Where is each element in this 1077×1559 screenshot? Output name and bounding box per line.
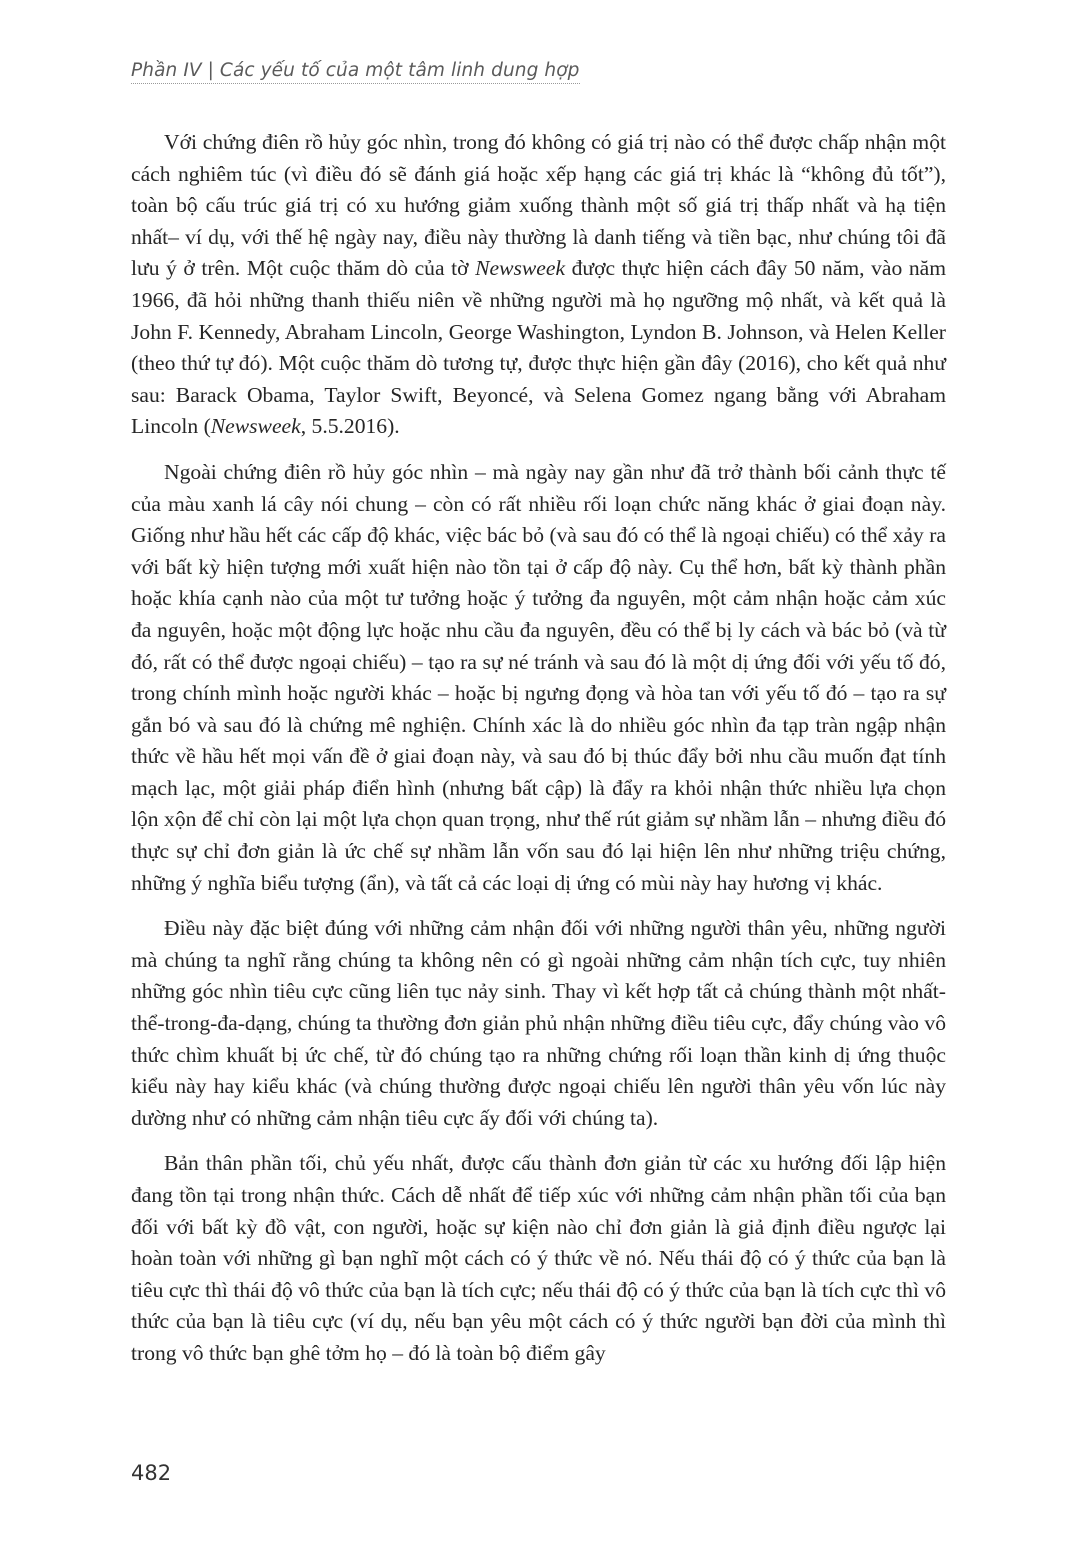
paragraph-2 — [131, 457, 946, 899]
text-segment: được thực hiện cách đây 50 năm, vào năm 1966, đã hỏi những thanh thiếu niên về những người mà họ ngưỡng mộ nhất, và kết quả là John F. Kennedy, Abraham Lincoln, George Washington, Lyndon B. Johnson, và Helen Keller (theo thứ tự đó). Một cuộc thăm dò tương tự, được thực hiện gần đây (2016), cho kết quả như sau: Barack Obama, Taylor Swift, Beyoncé, và Selena Gomez ngang bằng với Abraham Lincoln ( — [131, 256, 946, 439]
text-segment: Điều này đặc biệt đúng với những cảm nhận đối với những người thân yêu, những người mà chúng ta nghĩ rằng chúng ta không nên có gì ngoài những cảm nhận tích cực, tuy nhiên những góc nhìn tiêu cực cũng liên tục nảy sinh. Thay vì kết hợp tất cả chúng thành một nhất-thể-trong-đa-dạng, chúng ta thường đơn giản phủ nhận những điều tiêu cực, đẩy chúng vào vô thức chìm khuất bị ức chế, từ đó chúng tạo ra những chứng rối loạn thần kinh dị ứng thuộc kiểu này hay kiểu khác (và chúng thường được ngoại chiếu lên người thân yêu vốn lúc này dường như có những cảm nhận tiêu cực ấy đối với chúng ta). — [131, 916, 946, 1130]
text-segment: Ngoài chứng điên rồ hủy góc nhìn – mà ngày nay gần như đã trở thành bối cảnh thực tế của màu xanh lá cây nói chung – còn có rất nhiều rối loạn chức năng khác ở giai đoạn này. Giống như hầu hết các cấp độ khác, việc bác bỏ (và sau đó có thể là ngoại chiếu) có thể xảy ra với bất kỳ hiện tượng mới xuất hiện nào tồn tại ở cấp độ này. Cụ thể hơn, bất kỳ thành phần hoặc khía cạnh nào của một tư tưởng hoặc ý tưởng đa nguyên, một cảm nhận hoặc cảm xúc đa nguyên, hoặc một động lực hoặc nhu cầu đa nguyên, đều có thể bị ly cách và bác bỏ (và từ đó, rất có thể được ngoại chiếu) – tạo ra sự né tránh và sau đó là một dị ứng đối với yếu tố đó, trong chính mình hoặc người khác – hoặc bị ngưng đọng và hòa tan với yếu tố đó – tạo ra sự gắn bó và sau đó là chứng mê nghiện. Chính xác là do nhiều góc nhìn đa tạp tràn ngập nhận thức về hầu hết mọi vấn đề ở giai đoạn này, và sau đó bị thúc đẩy bởi nhu cầu muốn đạt tính mạch lạc, một giải pháp điển hình (nhưng bất cập) là đẩy ra khỏi nhận thức nhiều lựa chọn lộn xộn để chỉ còn lại một lựa chọn quan trọng, như thế rút giảm sự nhầm lẫn – nhưng điều đó thực sự chỉ đơn giản là ức chế sự nhầm lẫn vốn sau đó lại hiện lên như những triệu chứng, những ý nghĩa biểu tượng (ẩn), và tất cả các loại dị ứng có mùi này hay hương vị khác. — [131, 459, 946, 895]
body-text — [131, 127, 946, 1384]
running-head: Phần IV | Các yếu tố của một tâm linh dung hợp — [131, 60, 580, 84]
paragraph-3 — [131, 913, 946, 1134]
paragraph-4 — [131, 1148, 946, 1369]
text-segment: Bản thân phần tối, chủ yếu nhất, được cấu thành đơn giản từ các xu hướng đối lập hiện đang tồn tại trong nhận thức. Cách dễ nhất để tiếp xúc với những cảm nhận phần tối của bạn đối với bất kỳ đồ vật, con người, hoặc sự kiện nào chỉ đơn giản là giả định điều ngược lại hoàn toàn với những gì bạn nghĩ một cách có ý thức về nó. Nếu thái độ có ý thức của bạn là tiêu cực thì thái độ vô thức của bạn là tích cực; nếu thái độ có ý thức của bạn là tích cực thì vô thức của bạn là tiêu cực (ví dụ, nếu bạn yêu một cách có ý thức người bạn đời của mình thì trong vô thức bạn ghê tởm họ – đó là toàn bộ điểm gây — [131, 1151, 946, 1365]
paragraph-1 — [131, 127, 946, 443]
publication-title: Newsweek — [210, 414, 301, 439]
publication-title: Newsweek — [475, 256, 566, 281]
text-segment: , 5.5.2016). — [300, 414, 400, 439]
page-number: 482 — [131, 1461, 172, 1485]
text-segment: Với chứng điên rồ hủy góc nhìn, trong đó không có giá trị nào có thể được chấp nhận một cách nghiêm túc (vì điều đó sẽ đánh giá hoặc xếp hạng các giá trị khác là “không đủ tốt”), toàn bộ cấu trúc giá trị có xu hướng giảm xuống thành một số giá trị thấp nhất và hạ tiện nhất– ví dụ, với thế hệ ngày nay, điều này thường là danh tiếng và tiền bạc, như chúng tôi đã lưu ý ở trên. Một cuộc thăm dò của tờ — [131, 130, 946, 281]
